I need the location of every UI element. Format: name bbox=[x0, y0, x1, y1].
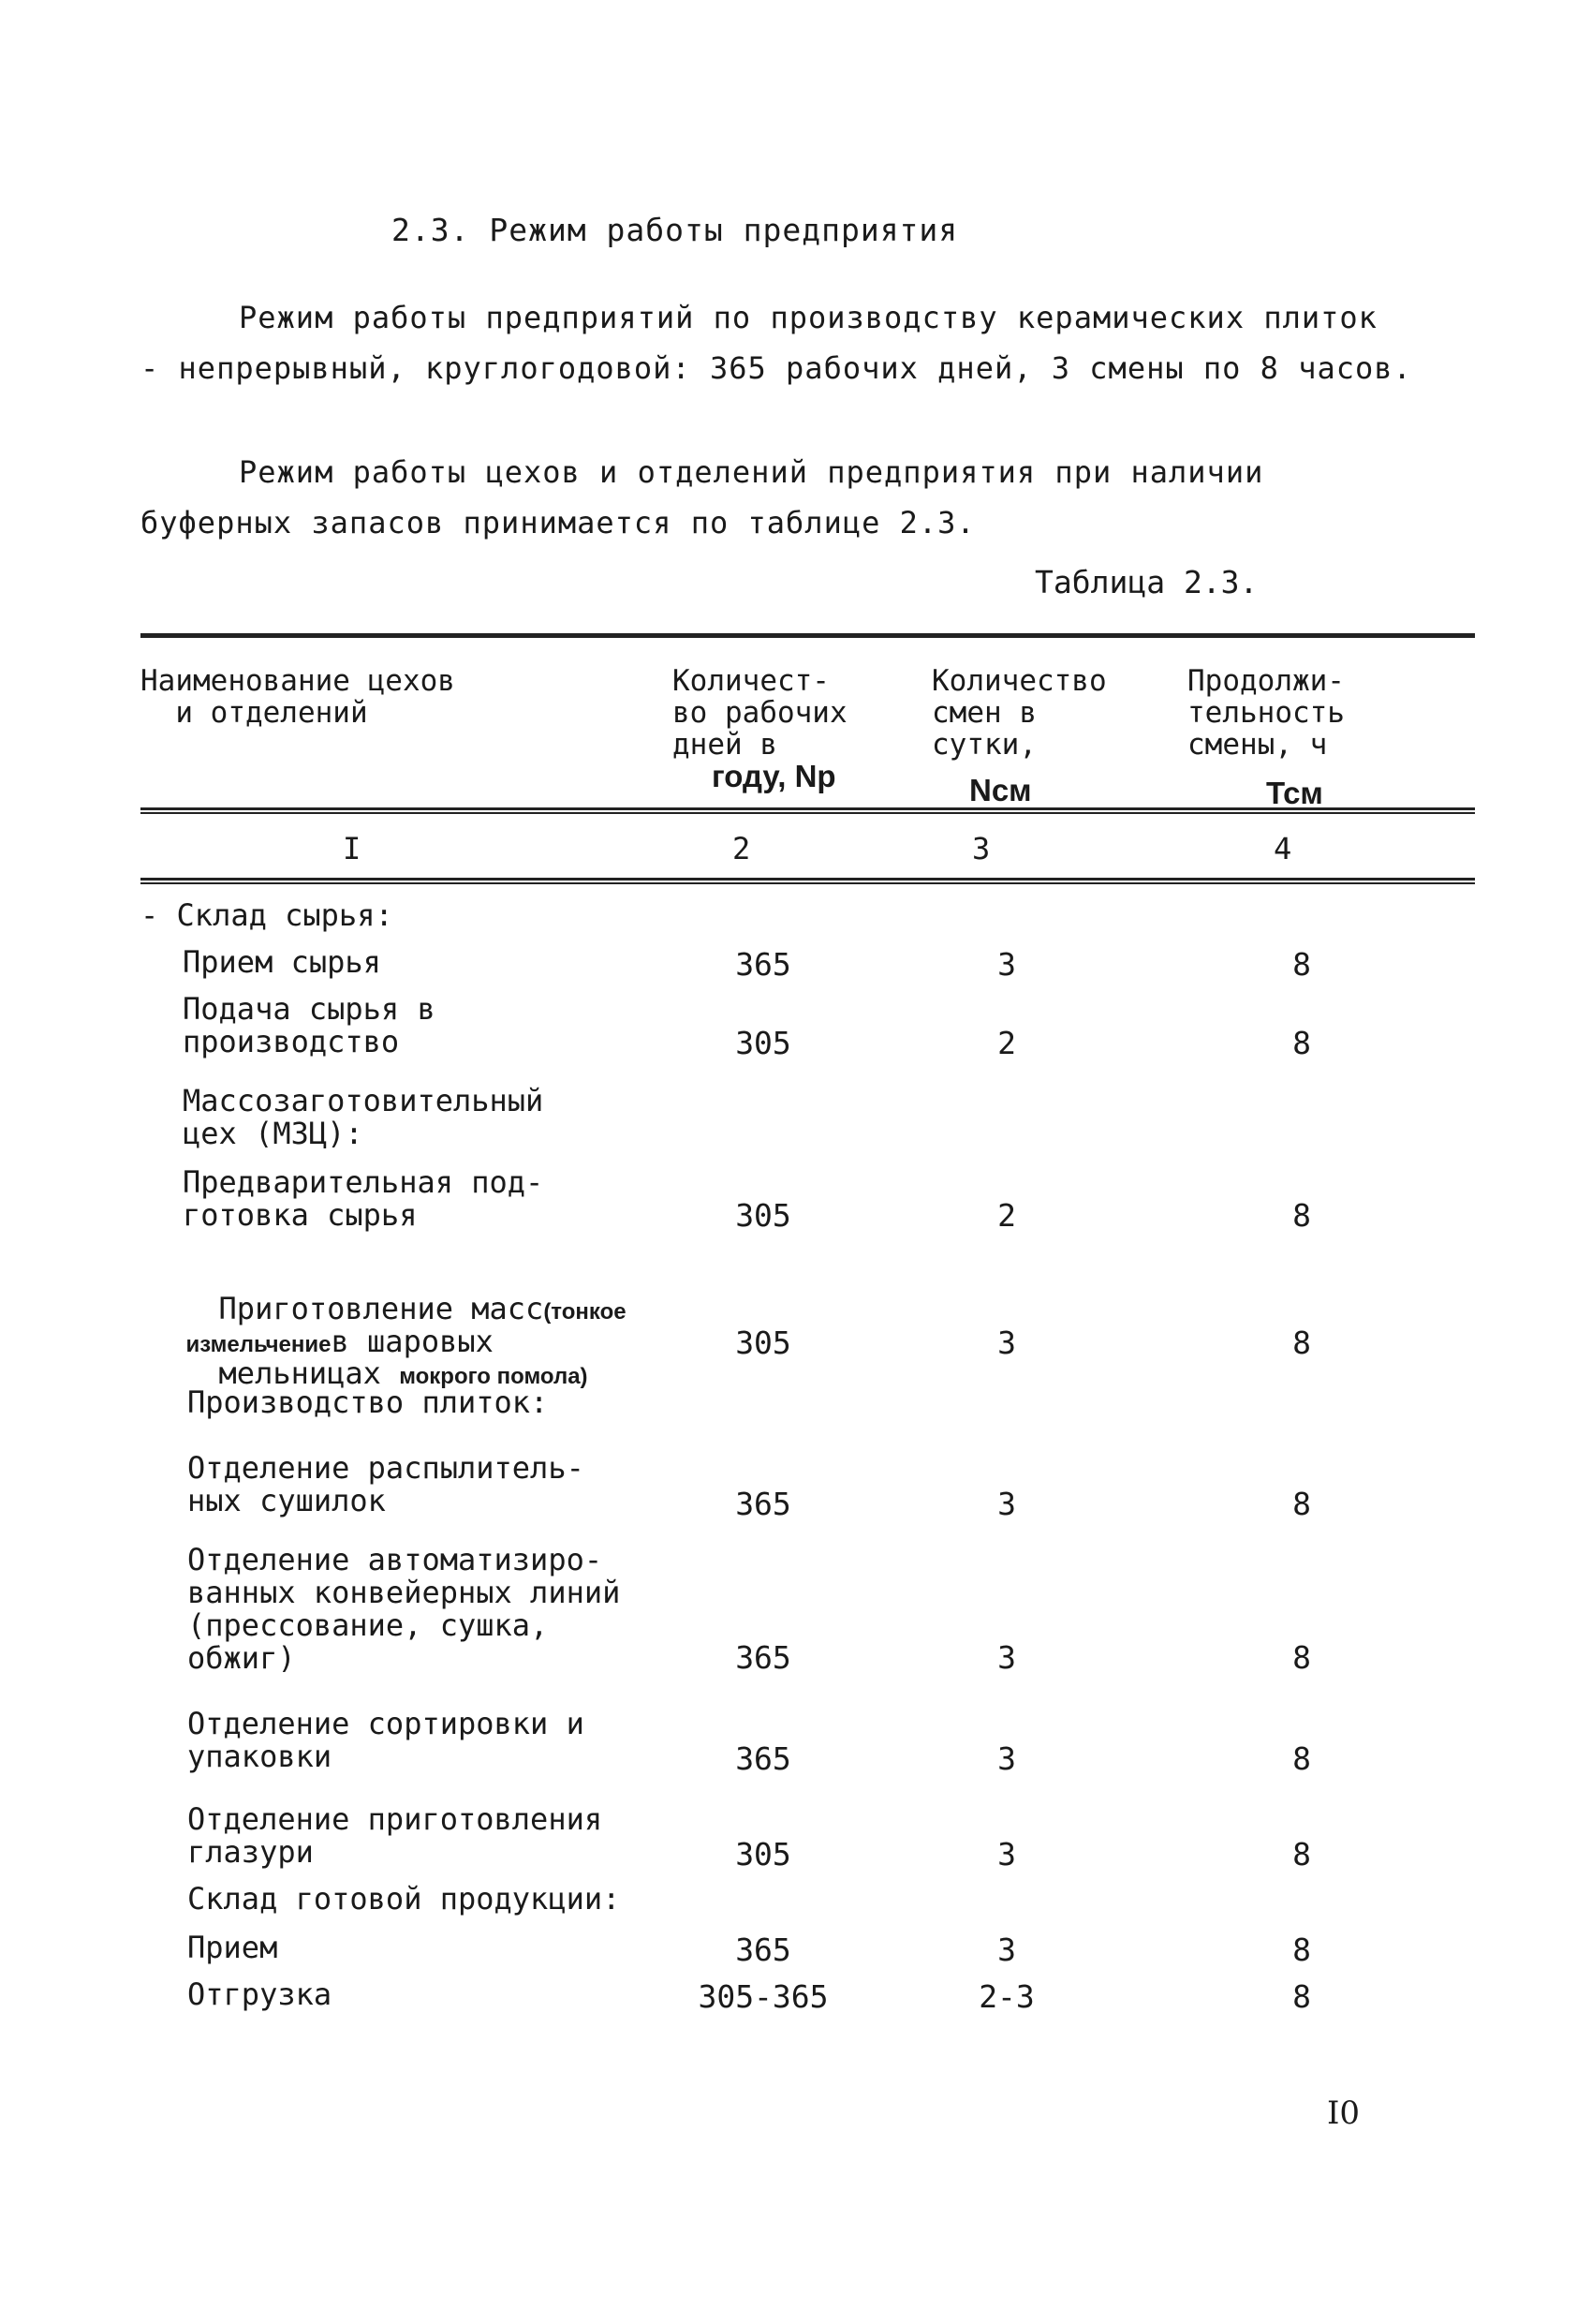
header-col4: Продолжи- тельность смены, ч bbox=[1187, 664, 1345, 762]
header-col3: Количество смен в сутки, bbox=[932, 664, 1107, 762]
column-number-4: 4 bbox=[1274, 831, 1292, 866]
row-shifts: 3 bbox=[997, 1325, 1016, 1361]
handwritten-insert: мокрого помола) bbox=[399, 1364, 588, 1389]
row-name-line1-text: Приготовление масс bbox=[218, 1291, 544, 1326]
table-top-rule bbox=[140, 633, 1475, 638]
row-days: 305 bbox=[735, 1197, 791, 1234]
row-name: Производство плиток: bbox=[187, 1384, 549, 1420]
column-number-2: 2 bbox=[732, 831, 751, 866]
row-shifts: 3 bbox=[997, 1740, 1016, 1777]
handwritten-insert: (тонкое bbox=[543, 1299, 626, 1325]
row-name: Массозаготовительный цех (МЗЦ): bbox=[183, 1083, 544, 1151]
row-days: 365 bbox=[735, 1740, 791, 1777]
row-shifts: 2-3 bbox=[979, 1978, 1035, 2015]
row-name-line2-text: в шаровых bbox=[331, 1324, 494, 1359]
row-name-line3-text: мельницах bbox=[218, 1355, 400, 1391]
row-name: Отделение распылитель- ных сушилок bbox=[187, 1450, 584, 1518]
column-numbers-rule bbox=[140, 878, 1475, 884]
row-days: 305 bbox=[735, 1836, 791, 1873]
row-hours: 8 bbox=[1292, 1486, 1311, 1522]
row-days: 365 bbox=[735, 1639, 791, 1676]
column-number-1: I bbox=[343, 831, 361, 866]
section-heading: 2.3. Режим работы предприятия bbox=[391, 212, 959, 248]
table-label: Таблица 2.3. bbox=[1035, 564, 1259, 600]
row-hours: 8 bbox=[1292, 946, 1311, 983]
row-days: 305 bbox=[735, 1025, 791, 1061]
header-col4-symbol: Тсм bbox=[1266, 776, 1323, 810]
row-name: Предварительная под- готовка сырья bbox=[183, 1164, 544, 1233]
row-name: Отделение сортировки и упаковки bbox=[187, 1706, 584, 1774]
header-col2-symbol: году, Nр bbox=[712, 759, 836, 793]
row-hours: 8 bbox=[1292, 1197, 1311, 1234]
row-shifts: 3 bbox=[997, 1932, 1016, 1968]
row-shifts: 3 bbox=[997, 1836, 1016, 1873]
row-name: Склад готовой продукции: bbox=[187, 1881, 621, 1917]
column-number-3: 3 bbox=[972, 831, 991, 866]
row-name: Прием сырья bbox=[183, 944, 381, 980]
row-name: Прием bbox=[187, 1930, 278, 1965]
row-days: 365 bbox=[735, 1486, 791, 1522]
row-name: Отделение автоматизиро- ванных конвейерных линий (прессование, сушка, обжиг) bbox=[187, 1542, 621, 1676]
row-shifts: 3 bbox=[997, 946, 1016, 983]
row-days: 305 bbox=[735, 1325, 791, 1361]
row-days: 305-365 bbox=[698, 1978, 829, 2015]
paragraph-1 bbox=[140, 292, 1414, 393]
header-col2: Количест- во рабочих дней в bbox=[672, 664, 848, 762]
row-name: Отгрузка bbox=[187, 1976, 332, 2012]
page-number: I0 bbox=[1326, 2095, 1360, 2132]
header-col3-symbol: Nсм bbox=[969, 773, 1032, 807]
row-hours: 8 bbox=[1292, 1325, 1311, 1361]
row-hours: 8 bbox=[1292, 1639, 1311, 1676]
row-name-line3 bbox=[183, 1325, 588, 1393]
row-days: 365 bbox=[735, 946, 791, 983]
row-hours: 8 bbox=[1292, 1978, 1311, 2015]
header-col1: Наименование цехов и отделений bbox=[140, 664, 455, 730]
row-name: - Склад сырья: bbox=[140, 897, 393, 933]
row-shifts: 2 bbox=[997, 1025, 1016, 1061]
paragraph-2-text: Режим работы цехов и отделений предприятия при наличии буферных запасов принимается по таблице 2.3. bbox=[140, 454, 1264, 540]
row-shifts: 3 bbox=[997, 1639, 1016, 1676]
paragraph-2 bbox=[140, 447, 1414, 548]
row-hours: 8 bbox=[1292, 1025, 1311, 1061]
handwritten-insert: измельчение bbox=[185, 1332, 332, 1357]
row-days: 365 bbox=[735, 1932, 791, 1968]
row-hours: 8 bbox=[1292, 1740, 1311, 1777]
row-name: Подача сырья в производство bbox=[183, 991, 435, 1059]
row-shifts: 2 bbox=[997, 1197, 1016, 1234]
row-shifts: 3 bbox=[997, 1486, 1016, 1522]
row-hours: 8 bbox=[1292, 1836, 1311, 1873]
row-name: Отделение приготовления глазури bbox=[187, 1801, 603, 1870]
paragraph-1-text: Режим работы предприятий по производству керамических плиток - непрерывный, круглогодовой: 365 рабочих дней, 3 смены по 8 часов. bbox=[140, 300, 1412, 386]
row-hours: 8 bbox=[1292, 1932, 1311, 1968]
